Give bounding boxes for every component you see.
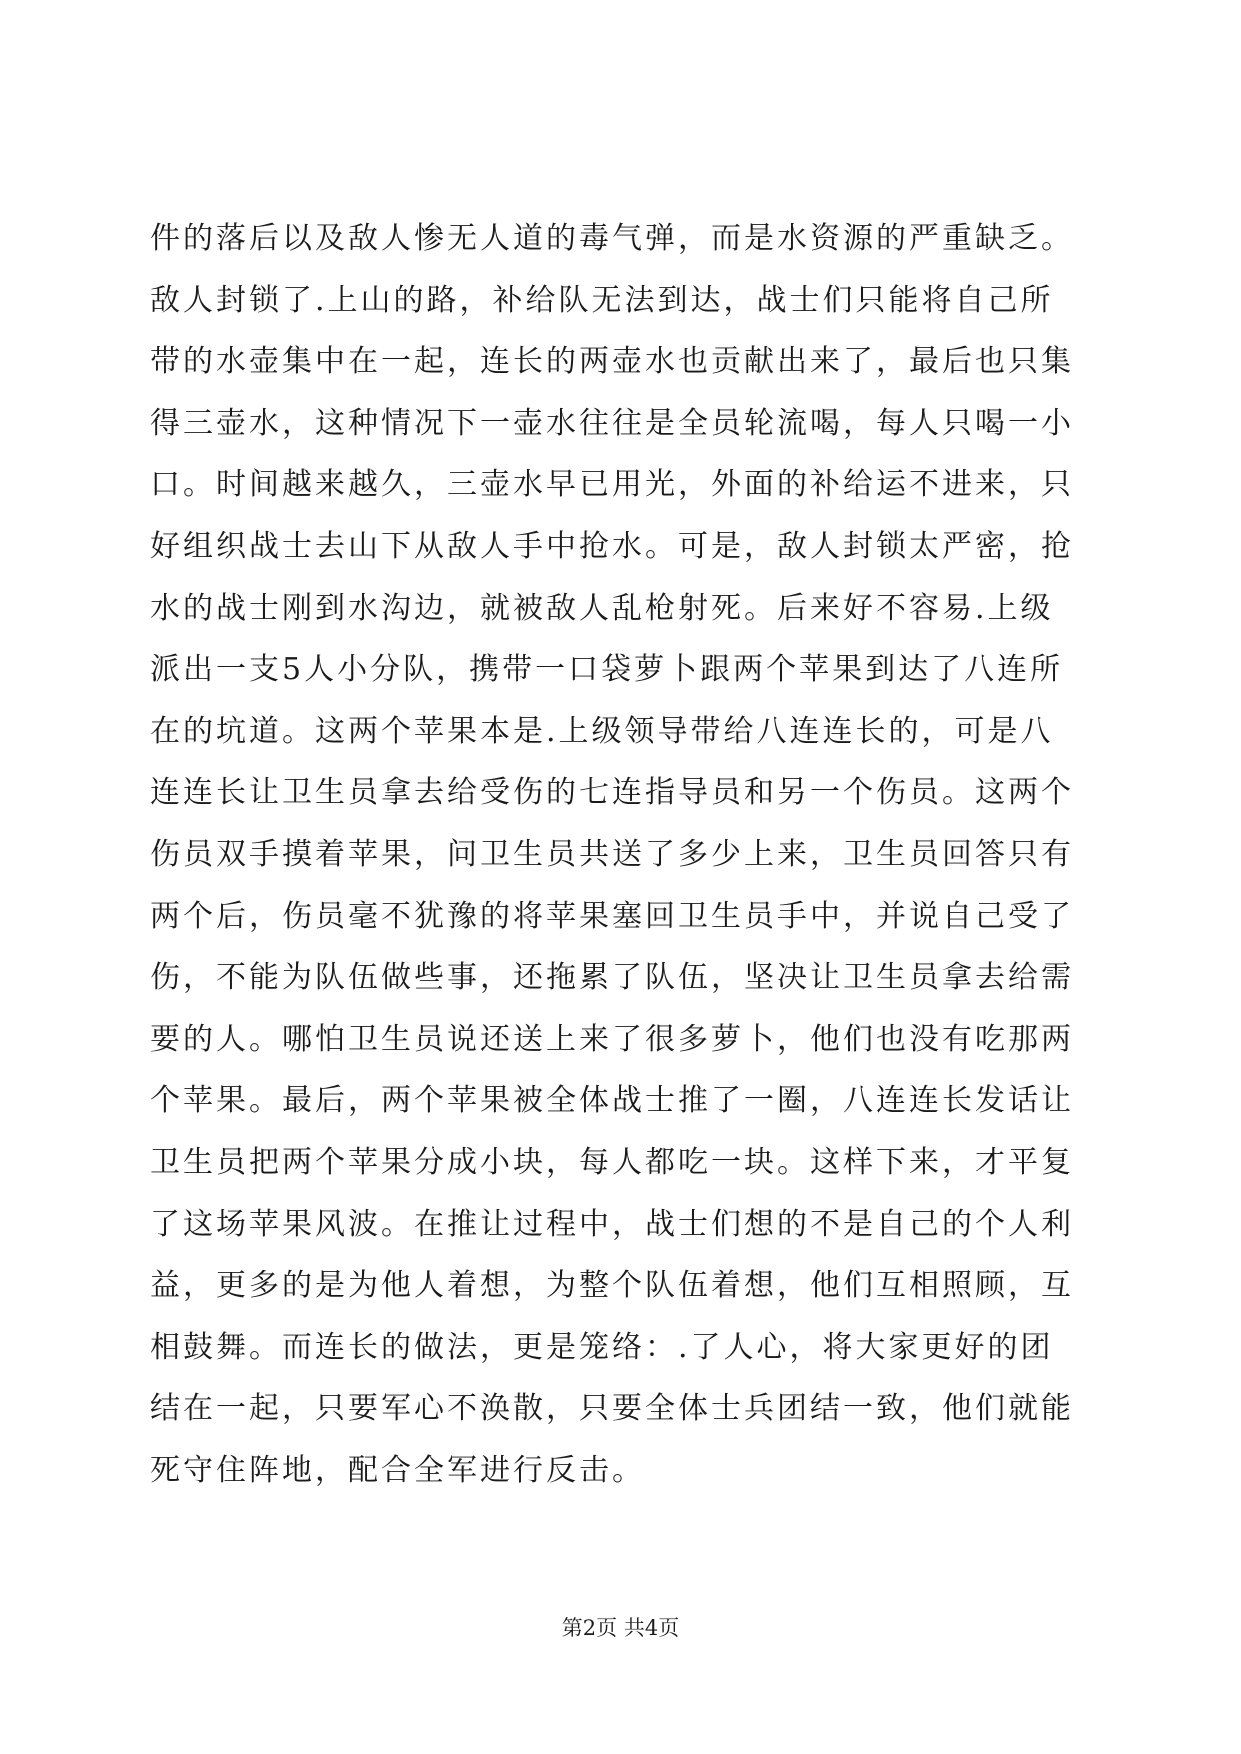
text-line: 个苹果。最后，两个苹果被全体战士推了一圈，八连连长发话让 (150, 1083, 1074, 1119)
text-line: 派出一支5人小分队，携带一口袋萝卜跟两个苹果到达了八连所 (150, 652, 1064, 688)
text-line: 敌人封锁了.上山的路，补给队无法到达，战士们只能将自己所 (150, 282, 1054, 318)
text-line: 死守住阵地，配合全军进行反击。 (150, 1452, 645, 1488)
text-line: 伤，不能为队伍做些事，还拖累了队伍，坚决让卫生员拿去给需 (150, 960, 1074, 996)
text-line: 伤员双手摸着苹果，问卫生员共送了多少上来，卫生员回答只有 (150, 836, 1074, 872)
text-line: 水的战士刚到水沟边，就被敌人乱枪射死。后来好不容易.上级 (150, 590, 1054, 626)
text-line: 得三壶水，这种情况下一壶水往往是全员轮流喝，每人只喝一小 (150, 405, 1074, 441)
text-line: 要的人。哪怕卫生员说还送上来了很多萝卜，他们也没有吃那两 (150, 1021, 1074, 1057)
text-line: 两个后，伤员毫不犹豫的将苹果塞回卫生员手中，并说自己受了 (150, 898, 1074, 934)
page-number-footer: 第2页 共4页 (561, 1616, 680, 1640)
text-line: 了这场苹果风波。在推让过程中，战士们想的不是自己的个人利 (150, 1206, 1074, 1242)
text-line: 件的落后以及敌人惨无人道的毒气弹，而是水资源的严重缺乏。 (150, 221, 1074, 256)
text-line: 在的坑道。这两个苹果本是.上级领导带给八连连长的，可是八 (150, 713, 1054, 749)
text-line: 卫生员把两个苹果分成小块，每人都吃一块。这样下来，才平复 (150, 1144, 1074, 1180)
text-line: 益，更多的是为他人着想，为整个队伍着想，他们互相照顾，互 (150, 1268, 1074, 1304)
text-line: 连连长让卫生员拿去给受伤的七连指导员和另一个伤员。这两个 (150, 775, 1074, 811)
text-line: 口。时间越来越久，三壶水早已用光，外面的补给运不进来，只 (150, 467, 1074, 503)
body-text (150, 208, 1094, 1501)
text-line: 结在一起，只要军心不涣散，只要全体士兵团结一致，他们就能 (150, 1391, 1074, 1427)
text-line: 相鼓舞。而连长的做法，更是笼络：.了人心，将大家更好的团 (150, 1329, 1054, 1365)
text-line: 带的水壶集中在一起，连长的两壶水也贡献出来了，最后也只集 (150, 344, 1074, 380)
text-line: 好组织战士去山下从敌人手中抢水。可是，敌人封锁太严密，抢 (150, 528, 1074, 564)
